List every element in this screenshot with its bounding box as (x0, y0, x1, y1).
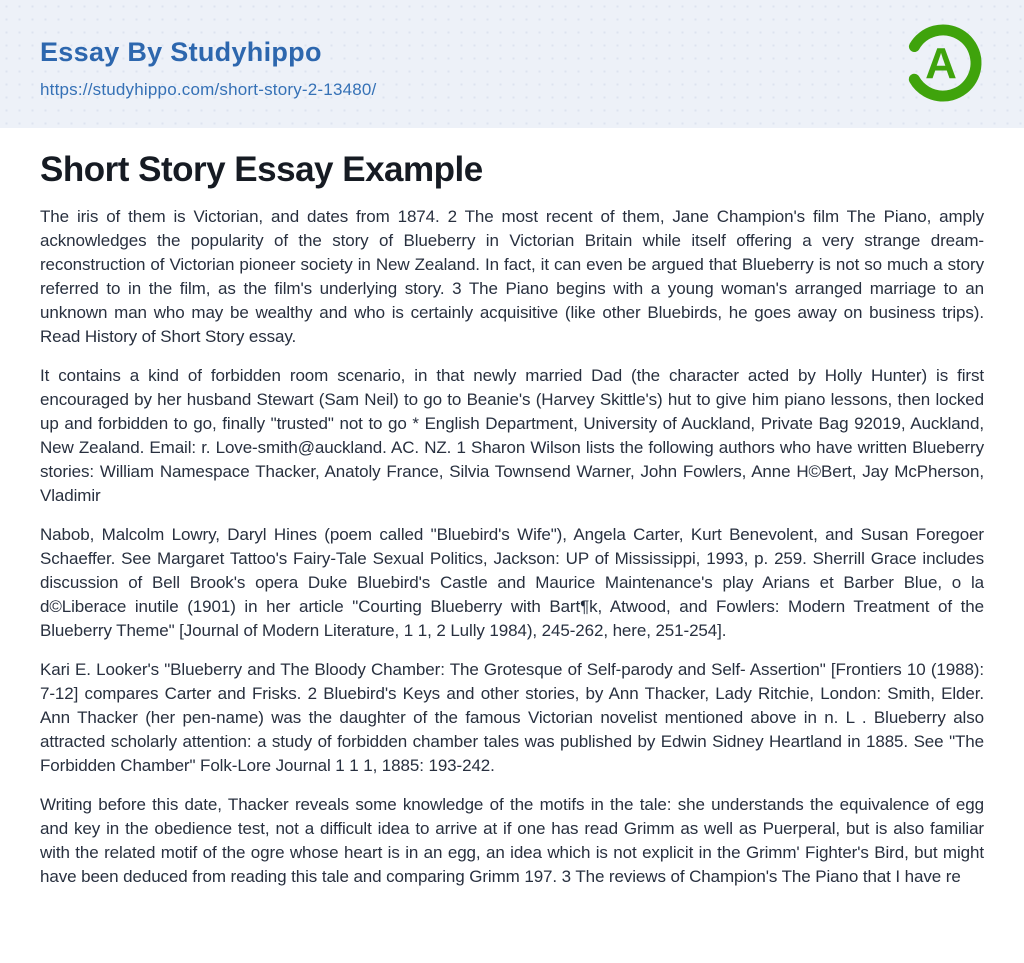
essay-url-link[interactable]: https://studyhippo.com/short-story-2-13480/ (40, 79, 377, 99)
site-title: Essay By Studyhippo (40, 37, 322, 67)
essay-paragraph-4: Kari E. Looker's "Blueberry and The Bloody Chamber: The Grotesque of Self-parody and Self- Assertion" [Frontiers 10 (1988): 7-12] compares Carter and Frisks. 2 Bluebird's Keys and other stories, by Ann Thacker, Lady Ritchie, London: Smith, Elder. Ann Thacker (her pen-name) was the daughter of the famous Victorian novelist mentioned above in n. L . Blueberry also attracted scholarly attention: a study of forbidden chamber tales was published by Edwin Sidney Heartland in 1885. See "The Forbidden Chamber" Folk-Lore Journal 1 1 1, 1885: 193-242. (40, 660, 984, 775)
essay-content (0, 128, 1024, 889)
essay-title: Short Story Essay Example (40, 150, 483, 189)
logo-arc-icon (900, 20, 986, 106)
page-header (0, 0, 1024, 128)
essay-body (40, 205, 984, 889)
logo-letter: A (925, 39, 957, 88)
essay-paragraph-2: It contains a kind of forbidden room scenario, in that newly married Dad (the character acted by Holly Hunter) is first encouraged by her husband Stewart (Sam Neil) to go to Beanie's (Harvey Skittle's) hut to give him piano lessons, then locked up and forbidden to go, finally "trusted" not to go * English Department, University of Auckland, Private Bag 92019, Auckland, New Zealand. Email: r. Love-smith@auckland. AC. NZ. 1 Sharon Wilson lists the following authors who have written Blueberry stories: William Namespace Thacker, Anatoly France, Silvia Townsend Warner, John Fowlers, Anne H©Bert, Jay McPherson, Vladimir (40, 366, 984, 505)
essay-paragraph-3: Nabob, Malcolm Lowry, Daryl Hines (poem called "Bluebird's Wife"), Angela Carter, Kurt Benevolent, and Susan Foregoer Schaeffer. See Margaret Tattoo's Fairy-Tale Sexual Politics, Jackson: UP of Mississippi, 1993, p. 259. Sherrill Grace includes discussion of Bell Brook's opera Duke Bluebird's Castle and Maurice Maintenance's play Arians et Barber Blue, o la d©Liberace inutile (1901) in her article "Courting Blueberry with Bart¶k, Atwood, and Fowlers: Modern Treatment of the Blueberry Theme" [Journal of Modern Literature, 1 1, 2 Lully 1984), 245-262, here, 251-254]. (40, 525, 984, 640)
essay-paragraph-5: Writing before this date, Thacker reveals some knowledge of the motifs in the tale: she understands the equivalence of egg and key in the obedience test, not a difficult idea to arrive at if one has read Grimm as well as Puerperal, but is also familiar with the related motif of the ogre whose heart is in an egg, an idea which is not explicit in the Grimm' Fighter's Bird, but might have been deduced from reading this tale and comparing Grimm 197. 3 The reviews of Champion's The Piano that I have re (40, 795, 984, 886)
studyhippo-logo-icon (900, 20, 986, 106)
essay-paragraph-1: The iris of them is Victorian, and dates from 1874. 2 The most recent of them, Jane Champion's film The Piano, amply acknowledges the popularity of the story of Blueberry in Victorian Britain while itself offering a very strange dream-reconstruction of Victorian pioneer society in New Zealand. In fact, it can even be argued that Blueberry is not so much a story referred to in the film, as the film's underlying story. 3 The Piano begins with a young woman's arranged marriage to an unknown man who may be wealthy and who is certainly acquisitive (like other Bluebirds, he goes away on business trips). Read History of Short Story essay. (40, 207, 984, 346)
